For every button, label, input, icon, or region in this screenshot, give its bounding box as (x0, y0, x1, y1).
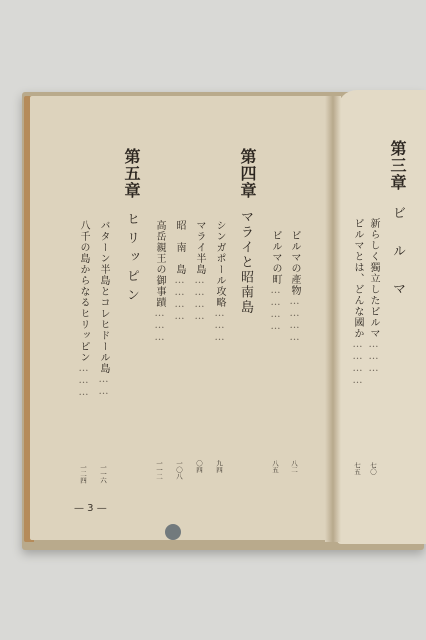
entry-title: バターン半島とコレヒドール島 (98, 220, 109, 374)
entry-title: 高岳親王の御事蹟 (154, 220, 165, 308)
chapter3-entry-1-page: 七〇 (369, 462, 377, 475)
entry-title: マライ半島 (194, 220, 205, 275)
chapter4-heading: 第四章 (238, 148, 257, 199)
chapter3-entry-1 (366, 218, 381, 375)
chapter3-heading: 第三章 (388, 140, 407, 191)
entry-leader: ……… (368, 339, 379, 375)
entry-title: シンガポール攻略 (214, 220, 225, 308)
page-number: — 3 — (74, 503, 107, 514)
entry-title: 昭 南 島 (174, 220, 185, 275)
chapter5-entry-1-page: 一一六 (99, 464, 107, 484)
entry-title: ビルマの產物 (289, 230, 300, 296)
chapter5-entry-2-page: 一二四 (79, 464, 87, 484)
chapter3-section: ビ ル マ (390, 206, 405, 301)
chapter4-entry-2 (268, 230, 283, 333)
chapter4-section: マライと昭南島 (238, 210, 253, 315)
chapter4-entry-1 (287, 230, 302, 344)
entry-leader: ………… (352, 339, 363, 387)
chapter4-entry-5-page: 一〇八 (175, 460, 183, 480)
entry-title: ビルマとは、どんな國か (352, 218, 363, 339)
chapter3-entry-2 (350, 218, 365, 387)
chapter5-entry-1 (96, 220, 111, 398)
entry-leader: ……… (154, 308, 165, 344)
page-stain (165, 524, 181, 540)
entry-leader: ………… (289, 296, 300, 344)
entry-leader: …… (98, 374, 109, 398)
entry-title: 新らしく獨立したビルマ (368, 218, 379, 339)
entry-leader: ………… (194, 275, 205, 323)
chapter3-entry-2-page: 七五 (353, 462, 361, 475)
chapter4-entry-1-page: 八二 (290, 460, 298, 473)
entry-title: 八千の島からなるヒリッピン (78, 220, 89, 363)
entry-leader: ……… (78, 363, 89, 399)
chapter4-entry-3 (212, 220, 227, 344)
chapter4-entry-6-page: 一一二 (155, 460, 163, 480)
chapter5-heading: 第五章 (122, 148, 141, 199)
entry-title: ビルマの町 (270, 230, 281, 285)
entry-leader: ………… (270, 285, 281, 333)
chapter5-section: ヒリッピン (124, 212, 139, 307)
chapter4-entry-3-page: 九四 (215, 460, 223, 473)
book-gutter (325, 96, 341, 542)
entry-leader: ……… (214, 308, 225, 344)
chapter5-entry-2 (76, 220, 91, 399)
chapter4-entry-4-page: 〇四 (195, 460, 203, 473)
chapter4-entry-6 (152, 220, 167, 344)
chapter4-entry-5 (172, 220, 187, 323)
chapter4-entry-2-page: 八五 (271, 460, 279, 473)
chapter4-entry-4 (192, 220, 207, 323)
entry-leader: ………… (174, 275, 185, 323)
